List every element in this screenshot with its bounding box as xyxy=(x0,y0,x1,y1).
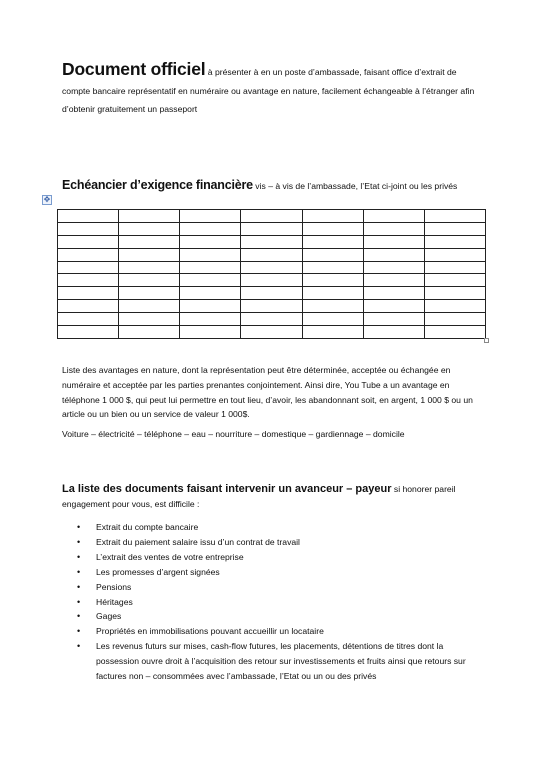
table-cell[interactable] xyxy=(424,248,485,261)
bullet-icon: • xyxy=(77,522,81,532)
list-item-text: Les promesses d’argent signées xyxy=(96,566,220,577)
table-row xyxy=(58,326,486,339)
bullet-icon: • xyxy=(77,626,81,637)
schedule-heading: Echéancier d’exigence financière xyxy=(62,178,253,192)
table-cell[interactable] xyxy=(119,300,180,313)
table-cell[interactable] xyxy=(363,248,424,261)
table-cell[interactable] xyxy=(424,274,485,287)
table-cell[interactable] xyxy=(58,210,119,223)
list-item-text: Les revenus futurs sur mises, cash-flow futures, les placements, détentions de titres dont la possession ouvre droit à l’acquisition des retour sur investissements et fruits ainsi que retours sur factures non – consommées avec l’ambassade, l’Etat ou un ou des privés xyxy=(96,641,466,682)
table-row xyxy=(58,248,486,261)
table-cell[interactable] xyxy=(424,326,485,339)
move-arrows-icon[interactable]: ✥ xyxy=(43,195,51,204)
table-cell[interactable] xyxy=(302,222,363,235)
table-row xyxy=(58,274,486,287)
table-cell[interactable] xyxy=(424,261,485,274)
table-cell[interactable] xyxy=(180,274,241,287)
table-cell[interactable] xyxy=(119,235,180,248)
table-cell[interactable] xyxy=(363,274,424,287)
table-cell[interactable] xyxy=(119,261,180,274)
table-cell[interactable] xyxy=(302,287,363,300)
table-cell[interactable] xyxy=(363,261,424,274)
table-row xyxy=(58,210,486,223)
table-row xyxy=(58,235,486,248)
list-item xyxy=(62,609,487,624)
table-cell[interactable] xyxy=(180,222,241,235)
advantages-paragraph: Liste des avantages en nature, dont la représentation peut être déterminée, acceptée ou échangée en numéraire et acceptée par les parties prenantes conjointement. Ainsi dire, You Tube a un avantage en téléphone 1 000 $, qui peut lui permettre en tout lieu, d’avoir, les abandonnant soit, en argent, 1 000 $ ou un article ou un bien ou un service de valeur 1 000$. xyxy=(62,365,473,420)
table-cell[interactable] xyxy=(363,300,424,313)
documents-subtitle: si honorer pareil engagement pour vous, est difficile : xyxy=(62,484,456,509)
table-cell[interactable] xyxy=(241,326,302,339)
list-item-text: L’extrait des ventes de votre entreprise xyxy=(96,551,244,562)
table-row xyxy=(58,261,486,274)
table-cell[interactable] xyxy=(241,287,302,300)
list-item-text: Propriétés en immobilisations pouvant accueillir un locataire xyxy=(96,626,324,637)
table-cell[interactable] xyxy=(180,326,241,339)
table-cell[interactable] xyxy=(119,248,180,261)
table-cell[interactable] xyxy=(58,222,119,235)
schedule-heading-line xyxy=(62,178,487,192)
table-cell[interactable] xyxy=(180,248,241,261)
list-item-text: Extrait du paiement salaire issu d’un contrat de travail xyxy=(96,536,300,547)
list-item-text: Pensions xyxy=(96,581,132,592)
table-cell[interactable] xyxy=(302,248,363,261)
list-item xyxy=(62,535,487,550)
table-cell[interactable] xyxy=(241,313,302,326)
list-item xyxy=(62,565,487,580)
table-cell[interactable] xyxy=(363,210,424,223)
table-row xyxy=(58,287,486,300)
schedule-table[interactable] xyxy=(57,209,486,339)
table-cell[interactable] xyxy=(119,287,180,300)
list-item xyxy=(62,520,487,535)
table-cell[interactable] xyxy=(180,313,241,326)
table-cell[interactable] xyxy=(119,313,180,326)
table-cell[interactable] xyxy=(424,313,485,326)
table-cell[interactable] xyxy=(58,300,119,313)
table-cell[interactable] xyxy=(241,261,302,274)
table-cell[interactable] xyxy=(58,274,119,287)
table-cell[interactable] xyxy=(302,274,363,287)
bullet-icon: • xyxy=(77,641,81,652)
bullet-icon: • xyxy=(77,596,81,607)
table-cell[interactable] xyxy=(424,235,485,248)
intro-text: à présenter à en un poste d’ambassade, faisant office d’extrait de compte bancaire représentatif en numéraire ou avantage en nature, facilement échangeable à l’étranger afin d’obtenir gratuitement un passeport xyxy=(62,67,475,114)
table-cell[interactable] xyxy=(302,261,363,274)
documents-list xyxy=(62,520,487,684)
bullet-icon: • xyxy=(77,551,81,562)
table-cell[interactable] xyxy=(241,235,302,248)
table-cell[interactable] xyxy=(302,210,363,223)
bullet-icon: • xyxy=(77,536,81,547)
table-cell[interactable] xyxy=(119,326,180,339)
list-item xyxy=(62,580,487,595)
table-cell[interactable] xyxy=(119,222,180,235)
table-row xyxy=(58,222,486,235)
table-cell[interactable] xyxy=(58,235,119,248)
table-cell[interactable] xyxy=(58,261,119,274)
table-cell[interactable] xyxy=(58,248,119,261)
table-cell[interactable] xyxy=(424,210,485,223)
list-item-text: Héritages xyxy=(96,596,133,607)
document-title: Document officiel xyxy=(62,59,206,79)
table-cell[interactable] xyxy=(302,300,363,313)
table-cell[interactable] xyxy=(180,261,241,274)
list-item-text: Gages xyxy=(96,611,122,622)
table-cell[interactable] xyxy=(241,300,302,313)
table-cell[interactable] xyxy=(424,300,485,313)
list-item xyxy=(62,624,487,639)
table-cell[interactable] xyxy=(119,210,180,223)
bullet-icon: • xyxy=(77,611,81,622)
table-cell[interactable] xyxy=(58,313,119,326)
table-cell[interactable] xyxy=(180,300,241,313)
bullet-icon: • xyxy=(77,581,81,592)
table-cell[interactable] xyxy=(241,222,302,235)
table-cell[interactable] xyxy=(119,274,180,287)
table-cell[interactable] xyxy=(424,287,485,300)
table-cell[interactable] xyxy=(302,235,363,248)
schedule-subtitle: vis – à vis de l’ambassade, l’Etat ci-joint ou les privés xyxy=(252,181,458,191)
table-cell[interactable] xyxy=(363,235,424,248)
table-cell[interactable] xyxy=(424,222,485,235)
resize-square-icon[interactable] xyxy=(484,338,489,343)
list-item xyxy=(62,639,487,684)
advantages-section xyxy=(62,363,487,442)
table-cell[interactable] xyxy=(180,235,241,248)
list-item-text: Extrait du compte bancaire xyxy=(96,522,199,532)
table-row xyxy=(58,300,486,313)
table-cell[interactable] xyxy=(241,274,302,287)
documents-section xyxy=(62,482,487,684)
list-item xyxy=(62,595,487,610)
table-cell[interactable] xyxy=(180,287,241,300)
table-row xyxy=(58,313,486,326)
documents-heading: La liste des documents faisant intervenir un avanceur – payeur xyxy=(62,483,392,495)
table-cell[interactable] xyxy=(302,326,363,339)
table-cell[interactable] xyxy=(180,210,241,223)
table-cell[interactable] xyxy=(58,326,119,339)
list-item xyxy=(62,550,487,565)
table-cell[interactable] xyxy=(241,210,302,223)
table-cell[interactable] xyxy=(363,287,424,300)
table-cell[interactable] xyxy=(363,326,424,339)
table-cell[interactable] xyxy=(58,287,119,300)
intro-section xyxy=(62,60,487,119)
utilities-line: Voiture – électricité – téléphone – eau – nourriture – domestique – gardiennage – domicile xyxy=(62,429,405,440)
table-cell[interactable] xyxy=(363,222,424,235)
table-cell[interactable] xyxy=(363,313,424,326)
table-cell[interactable] xyxy=(302,313,363,326)
table-cell[interactable] xyxy=(241,248,302,261)
bullet-icon: • xyxy=(77,566,81,577)
